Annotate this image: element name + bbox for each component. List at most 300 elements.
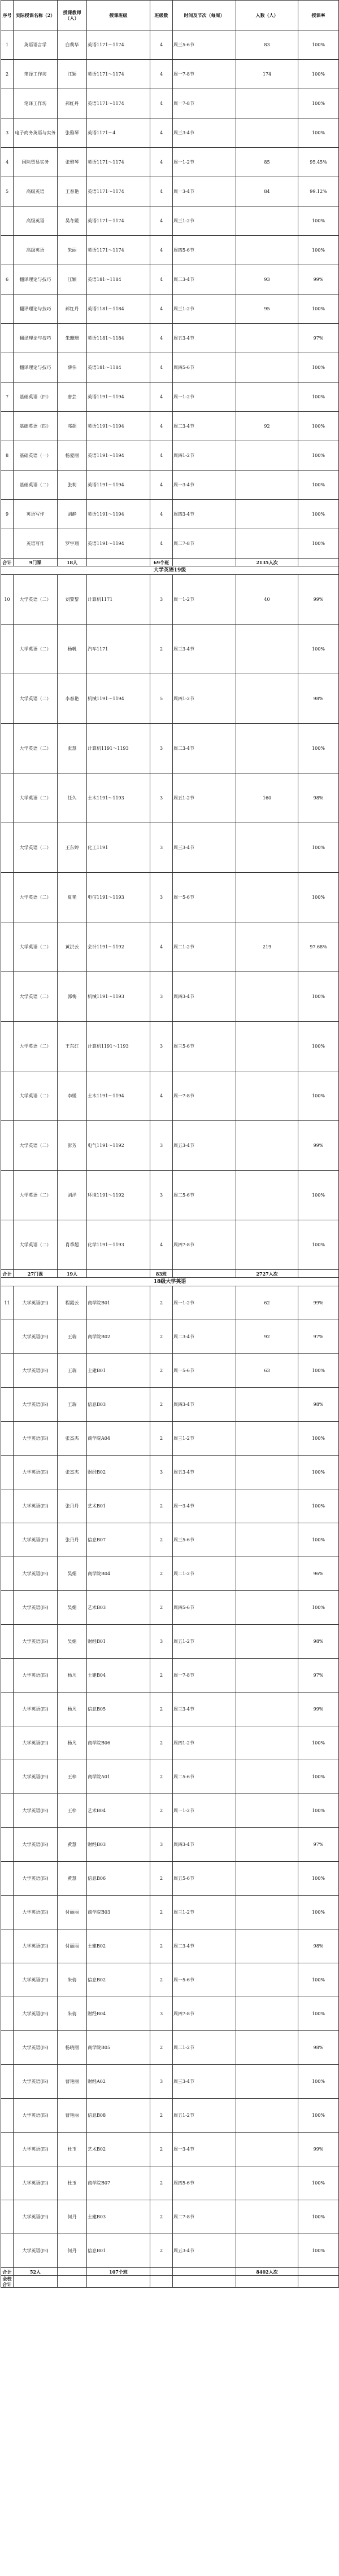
table-cell: 62 — [236, 1286, 298, 1320]
table-cell: 周二3-4节 — [173, 412, 236, 441]
table-cell: 国际贸易实务 — [14, 148, 58, 177]
table-cell: 王瑞 — [58, 1354, 87, 1388]
table-row — [1, 412, 339, 441]
table-row — [1, 294, 339, 324]
table-cell: 周四7-8节 — [173, 1997, 236, 2031]
table-cell: 93 — [236, 265, 298, 294]
table-cell: 周五3-4节 — [173, 1456, 236, 1489]
table-cell: 张杰杰 — [58, 1422, 87, 1456]
table-cell: 100% — [298, 1726, 339, 1760]
total-cell: 2135人次 — [236, 559, 298, 566]
table-cell: 100% — [298, 1794, 339, 1828]
table-cell: 化工1191 — [87, 823, 150, 873]
table-cell: 99% — [298, 2133, 339, 2166]
table-cell: 98% — [298, 1929, 339, 1963]
table-cell: 机械1191～1194 — [87, 674, 150, 724]
table-cell: 英语1191～1194 — [87, 412, 150, 441]
table-cell — [1, 972, 14, 1022]
header-cell: 实际授课名称（2） — [14, 1, 58, 30]
table-cell: 大学英语(四) — [14, 1557, 58, 1591]
table-cell: 99% — [298, 1121, 339, 1171]
table-cell: 99% — [298, 575, 339, 625]
table-cell: 100% — [298, 1896, 339, 1929]
table-cell — [236, 1997, 298, 2031]
table-cell — [236, 118, 298, 148]
total-cell: 52人 — [14, 2268, 58, 2276]
table-cell: 周四5-6节 — [173, 353, 236, 383]
table-cell: 97.68% — [298, 922, 339, 972]
table-cell: 大学英语(四) — [14, 1896, 58, 1929]
table-cell — [236, 823, 298, 873]
table-cell: 商学院A04 — [87, 1422, 150, 1456]
table-cell: 周一3-4节 — [173, 471, 236, 500]
table-cell: 周一1-2节 — [173, 1794, 236, 1828]
header-cell: 授课率 — [298, 1, 339, 30]
table-cell — [236, 873, 298, 922]
table-cell: 英语1171～1174 — [87, 236, 150, 265]
table-cell — [1, 471, 14, 500]
table-cell — [236, 2099, 298, 2133]
table-cell — [236, 1220, 298, 1270]
table-cell: 英语语言学 — [14, 30, 58, 60]
table-cell: 100% — [298, 1456, 339, 1489]
group-english-major — [1, 30, 339, 566]
table-cell: 英语1181～1184 — [87, 324, 150, 353]
table-row — [1, 529, 339, 559]
table-cell — [236, 1929, 298, 1963]
table-cell — [1, 2234, 14, 2268]
header-cell: 序号 — [1, 1, 14, 30]
table-cell: 97% — [298, 1320, 339, 1354]
table-cell: 大学英语（二） — [14, 922, 58, 972]
table-cell — [236, 383, 298, 412]
table-cell: 商学院B06 — [87, 1726, 150, 1760]
table-cell: 100% — [298, 30, 339, 60]
table-cell: 大学英语(四) — [14, 2065, 58, 2099]
table-cell — [236, 324, 298, 353]
table-cell: 周四3-4节 — [173, 1388, 236, 1422]
table-cell: 周四3-4节 — [173, 972, 236, 1022]
table-cell: 8 — [1, 441, 14, 471]
table-cell — [236, 2234, 298, 2268]
table-row — [1, 2166, 339, 2200]
table-cell: 大学英语(四) — [14, 1659, 58, 1693]
table-cell: 江颖 — [58, 60, 87, 89]
table-cell: 周一1-2节 — [173, 148, 236, 177]
table-cell: 4 — [150, 383, 173, 412]
table-cell: 100% — [298, 2065, 339, 2099]
table-cell: 周二3-4节 — [173, 265, 236, 294]
table-cell: 曹艳丽 — [58, 2065, 87, 2099]
table-cell — [236, 1659, 298, 1693]
table-cell: 计算机1191～1193 — [87, 1022, 150, 1071]
table-cell: 100% — [298, 60, 339, 89]
table-cell: 4 — [150, 529, 173, 559]
table-cell: 周五3-4节 — [173, 1121, 236, 1171]
table-cell: 100% — [298, 89, 339, 118]
table-row — [1, 724, 339, 773]
table-cell: 4 — [150, 177, 173, 206]
table-cell: 大学英语(四) — [14, 2031, 58, 2065]
table-cell: 周四1-2节 — [173, 441, 236, 471]
table-cell: 100% — [298, 1220, 339, 1270]
table-cell — [236, 353, 298, 383]
table-cell: 王瑞 — [58, 1388, 87, 1422]
total-cell: 83班 — [150, 1270, 173, 1278]
table-row — [1, 353, 339, 383]
table-cell: 2 — [150, 1862, 173, 1896]
table-cell: 99% — [298, 1286, 339, 1320]
table-row — [1, 1794, 339, 1828]
table-cell: 杨凡 — [58, 1726, 87, 1760]
table-cell: 100% — [298, 1071, 339, 1121]
table-cell: 大学英语(四) — [14, 1828, 58, 1862]
table-cell: 周一1-2节 — [173, 383, 236, 412]
table-cell: 杨爱丽 — [58, 441, 87, 471]
table-cell: 英语1171～1174 — [87, 148, 150, 177]
table-cell: 黄慧 — [58, 1862, 87, 1896]
table-cell — [236, 1523, 298, 1557]
table-cell: 土建B03 — [87, 2200, 150, 2234]
table-cell: 周四7-8节 — [173, 1220, 236, 1270]
table-cell: 96% — [298, 1557, 339, 1591]
teaching-table — [1, 0, 339, 2288]
table-cell: 周四5-6节 — [173, 1591, 236, 1625]
table-cell: 100% — [298, 1591, 339, 1625]
table-cell: 白莉华 — [58, 30, 87, 60]
table-row — [1, 674, 339, 724]
table-cell: 大学英语（二） — [14, 873, 58, 922]
table-cell: 84 — [236, 177, 298, 206]
table-cell — [236, 2133, 298, 2166]
table-cell: 3 — [150, 1828, 173, 1862]
table-cell: 张莉 — [58, 471, 87, 500]
table-row — [1, 922, 339, 972]
table-cell: 周二7-8节 — [173, 2200, 236, 2234]
table-cell: 3 — [150, 773, 173, 823]
table-cell — [236, 2166, 298, 2200]
grand-total-cell — [173, 2276, 236, 2288]
table-cell — [236, 2200, 298, 2234]
table-cell — [236, 236, 298, 265]
table-cell: 周五3-4节 — [173, 2234, 236, 2268]
table-cell: 3 — [1, 118, 14, 148]
table-cell — [1, 2166, 14, 2200]
table-cell: 大学英语（二） — [14, 972, 58, 1022]
table-cell: 周三5-6节 — [173, 30, 236, 60]
table-cell — [236, 1794, 298, 1828]
table-cell: 100% — [298, 1022, 339, 1071]
table-cell: 邓超 — [58, 412, 87, 441]
table-cell — [236, 1625, 298, 1659]
table-cell: 大学英语(四) — [14, 1862, 58, 1896]
table-cell — [1, 1896, 14, 1929]
table-cell: 信息B01 — [87, 2234, 150, 2268]
table-cell — [236, 471, 298, 500]
table-cell: 何丹 — [58, 2200, 87, 2234]
table-cell — [236, 1693, 298, 1726]
table-cell: 98% — [298, 1388, 339, 1422]
table-cell — [1, 1693, 14, 1726]
table-cell — [236, 1726, 298, 1760]
table-cell: 杜玉 — [58, 2133, 87, 2166]
table-cell: 100% — [298, 724, 339, 773]
table-row — [1, 1896, 339, 1929]
table-cell: 笔译工作坊 — [14, 89, 58, 118]
table-cell: 商学院B07 — [87, 2166, 150, 2200]
table-cell: 周二1-2节 — [173, 2031, 236, 2065]
table-cell — [1, 1997, 14, 2031]
table-cell: 张慧 — [58, 724, 87, 773]
table-cell: 大学英语(四) — [14, 1489, 58, 1523]
table-cell: 100% — [298, 1523, 339, 1557]
table-cell: 商学院B05 — [87, 2031, 150, 2065]
table-cell: 机械1191～1193 — [87, 972, 150, 1022]
table-cell: 周一3-4节 — [173, 177, 236, 206]
table-cell: 98% — [298, 674, 339, 724]
table-cell: 基础英语（四） — [14, 412, 58, 441]
table-cell: 周一7-8节 — [173, 1659, 236, 1693]
table-cell: 40 — [236, 575, 298, 625]
table-row — [1, 1760, 339, 1794]
table-row — [1, 2031, 339, 2065]
table-cell — [1, 1388, 14, 1422]
table-row — [1, 1388, 339, 1422]
table-cell: 97% — [298, 1828, 339, 1862]
table-cell: 周四5-6节 — [173, 2166, 236, 2200]
table-cell — [236, 1896, 298, 1929]
table-cell — [236, 1557, 298, 1591]
table-row — [1, 324, 339, 353]
table-cell: 100% — [298, 1963, 339, 1997]
table-cell: 商学院B03 — [87, 1896, 150, 1929]
table-cell: 100% — [298, 206, 339, 236]
table-cell: 4 — [150, 412, 173, 441]
table-cell: 92 — [236, 412, 298, 441]
table-cell — [236, 206, 298, 236]
table-cell: 王梓 — [58, 1794, 87, 1828]
table-cell: 朱倩 — [58, 1963, 87, 1997]
table-cell: 英语1191～1194 — [87, 383, 150, 412]
table-cell — [1, 1456, 14, 1489]
table-cell: 付丽丽 — [58, 1929, 87, 1963]
total-cell: 合计 — [1, 559, 14, 566]
table-cell: 大学英语(四) — [14, 2133, 58, 2166]
table-cell: 财经B03 — [87, 1828, 150, 1862]
table-cell: 2 — [150, 2234, 173, 2268]
grand-total-cell: 全校合计 — [1, 2276, 14, 2288]
table-cell: 2 — [150, 1523, 173, 1557]
table-cell: 2 — [150, 1388, 173, 1422]
section-title: 18级大学英语 — [1, 1278, 339, 1286]
table-cell: 5 — [1, 177, 14, 206]
grand-total-cell — [150, 2276, 173, 2288]
total-cell — [173, 559, 236, 566]
table-cell — [1, 1489, 14, 1523]
table-cell — [1, 625, 14, 674]
table-cell — [1, 1828, 14, 1862]
table-row — [1, 1828, 339, 1862]
table-cell: 艺术B04 — [87, 1794, 150, 1828]
table-cell: 周一7-8节 — [173, 89, 236, 118]
table-cell: 土建B04 — [87, 1659, 150, 1693]
total-cell: 8402人次 — [236, 2268, 298, 2276]
total-cell — [87, 1270, 150, 1278]
table-cell: 99.12% — [298, 177, 339, 206]
table-cell: 张雅琴 — [58, 148, 87, 177]
table-cell: 63 — [236, 1354, 298, 1388]
table-cell: 翻译理论与技巧 — [14, 353, 58, 383]
table-cell: 会计1191～1192 — [87, 922, 150, 972]
table-cell: 100% — [298, 2234, 339, 2268]
table-cell: 周一7-8节 — [173, 60, 236, 89]
table-row — [1, 177, 339, 206]
table-cell: 基础英语（一） — [14, 441, 58, 471]
table-cell: 周三1-2节 — [173, 206, 236, 236]
table-cell: 3 — [150, 873, 173, 922]
table-cell — [1, 1929, 14, 1963]
table-cell: 100% — [298, 412, 339, 441]
table-cell — [1, 1794, 14, 1828]
table-row — [1, 1286, 339, 1320]
table-cell: 98% — [298, 2031, 339, 2065]
table-cell: 彭芳 — [58, 1121, 87, 1171]
table-cell: 郝红丹 — [58, 89, 87, 118]
table-row — [1, 1320, 339, 1354]
table-cell: 大学英语(四) — [14, 1760, 58, 1794]
table-cell — [1, 1557, 14, 1591]
table-cell: 100% — [298, 294, 339, 324]
table-cell: 计算机1171 — [87, 575, 150, 625]
table-cell — [236, 1388, 298, 1422]
total-row — [1, 559, 339, 566]
table-cell: 王瑞 — [58, 1320, 87, 1354]
table-cell — [1, 773, 14, 823]
table-cell: 周三1-2节 — [173, 294, 236, 324]
total-cell — [298, 559, 339, 566]
grand-total-cell — [236, 2276, 298, 2288]
table-cell: 2 — [150, 1794, 173, 1828]
table-row — [1, 89, 339, 118]
table-cell: 财经B01 — [87, 1625, 150, 1659]
table-cell: 大学英语（二） — [14, 674, 58, 724]
table-cell: 大学英语（二） — [14, 575, 58, 625]
table-cell: 土建B02 — [87, 1929, 150, 1963]
table-cell — [236, 1422, 298, 1456]
table-cell: 大学英语(四) — [14, 1591, 58, 1625]
table-cell — [236, 529, 298, 559]
table-cell: 2 — [150, 1320, 173, 1354]
table-cell: 100% — [298, 1171, 339, 1220]
group-college-english-19 — [1, 575, 339, 1278]
table-cell: 朱丽 — [58, 236, 87, 265]
total-cell — [298, 2268, 339, 2276]
table-cell: 100% — [298, 1422, 339, 1456]
table-cell: 100% — [298, 873, 339, 922]
table-cell — [1, 236, 14, 265]
table-cell: 周二1-2节 — [173, 1557, 236, 1591]
table-cell: 张丹丹 — [58, 1489, 87, 1523]
table-cell: 信息B02 — [87, 1963, 150, 1997]
table-cell: 程霞云 — [58, 1286, 87, 1320]
table-cell: 2 — [150, 1760, 173, 1794]
table-cell: 财经A02 — [87, 2065, 150, 2099]
table-cell: 100% — [298, 500, 339, 529]
table-cell: 2 — [150, 1422, 173, 1456]
header-cell: 授课教师（人） — [58, 1, 87, 30]
table-cell: 95 — [236, 294, 298, 324]
table-cell — [1, 1422, 14, 1456]
table-cell: 2 — [150, 1693, 173, 1726]
table-cell: 2 — [150, 2031, 173, 2065]
table-cell — [1, 1760, 14, 1794]
table-cell: 周五5-6节 — [173, 1862, 236, 1896]
table-cell: 张丹丹 — [58, 1523, 87, 1557]
table-cell: 大学英语(四) — [14, 1286, 58, 1320]
table-cell — [1, 1963, 14, 1997]
table-row — [1, 1929, 339, 1963]
table-cell: 周一1-2节 — [173, 1286, 236, 1320]
table-cell — [1, 1071, 14, 1121]
table-cell — [236, 1171, 298, 1220]
table-row — [1, 1693, 339, 1726]
table-cell: 杨凡 — [58, 1659, 87, 1693]
table-cell: 李春艳 — [58, 674, 87, 724]
table-cell: 周三3-4节 — [173, 1693, 236, 1726]
table-cell: 张杰杰 — [58, 1456, 87, 1489]
table-cell: 化学1191～1193 — [87, 1220, 150, 1270]
table-cell — [1, 1726, 14, 1760]
table-cell: 杨晓丽 — [58, 2031, 87, 2065]
table-row — [1, 625, 339, 674]
table-cell: 大学英语（二） — [14, 1220, 58, 1270]
table-cell: 周一3-4节 — [173, 1489, 236, 1523]
table-cell: 4 — [150, 60, 173, 89]
table-cell: 吴娟 — [58, 1625, 87, 1659]
table-cell: 李媛 — [58, 1071, 87, 1121]
table-row — [1, 1726, 339, 1760]
table-cell — [1, 1171, 14, 1220]
table-cell: 财经B04 — [87, 1997, 150, 2031]
table-cell: 10 — [1, 575, 14, 625]
table-cell: 周三1-2节 — [173, 1422, 236, 1456]
table-row — [1, 1862, 339, 1896]
table-cell: 5 — [150, 674, 173, 724]
table-cell: 付丽丽 — [58, 1896, 87, 1929]
table-cell: 4 — [150, 441, 173, 471]
table-cell: 174 — [236, 60, 298, 89]
table-row — [1, 441, 339, 471]
table-cell: 100% — [298, 1354, 339, 1388]
table-row — [1, 1220, 339, 1270]
table-cell: 英语1171～1174 — [87, 177, 150, 206]
table-cell: 周一5-6节 — [173, 1963, 236, 1997]
table-cell — [1, 294, 14, 324]
table-cell: 大学英语（二） — [14, 1022, 58, 1071]
table-cell — [1, 1659, 14, 1693]
table-cell — [236, 1862, 298, 1896]
table-cell: 艺术B03 — [87, 1591, 150, 1625]
table-row — [1, 575, 339, 625]
table-cell: 朱珊珊 — [58, 324, 87, 353]
table-cell: 92 — [236, 1320, 298, 1354]
section-title-row — [1, 566, 339, 575]
table-cell: 大学英语(四) — [14, 1963, 58, 1997]
table-cell: 周五1-2节 — [173, 773, 236, 823]
table-cell: 周三5-6节 — [173, 1022, 236, 1071]
table-cell: 周二7-8节 — [173, 529, 236, 559]
table-cell: 3 — [150, 1121, 173, 1171]
